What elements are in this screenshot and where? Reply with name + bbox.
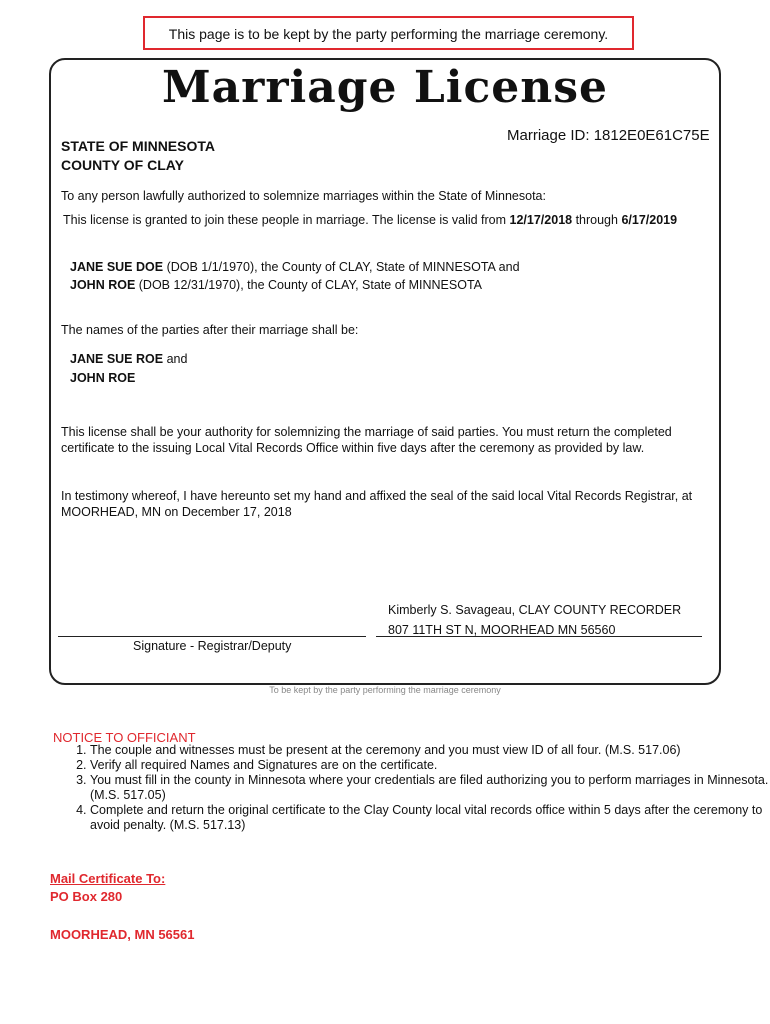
signature-label: Signature - Registrar/Deputy [133,639,292,653]
authority-line-1: This license shall be your authority for solemnizing the marriage of said parties. You must return the completed [61,425,672,439]
authority-line-2: certificate to the issuing Local Vital Records Office within five days after the ceremony as provided by law. [61,441,645,455]
validity-text [63,212,677,228]
mail-heading: Mail Certificate To: [50,871,166,886]
officiant-note-1: 1. The couple and witnesses must be present at the ceremony and you must view ID of all four. (M.S. 517.06) [90,743,770,758]
after-names-block [70,350,187,388]
officiant-heading: NOTICE TO OFFICIANT [53,730,196,745]
recorder-address: 807 11TH ST N, MOORHEAD MN 56560 [388,623,616,637]
authority-text [61,424,672,456]
valid-to-date: 6/17/2019 [621,213,678,227]
testimony-line-2: MOORHEAD, MN on December 17, 2018 [61,505,292,519]
recorder-block [388,600,681,640]
after-names-intro: The names of the parties after their marriage shall be: [61,323,359,337]
after-and: and [163,352,188,366]
after-name-1-row [70,350,187,369]
party-2-name: JOHN ROE [70,278,136,292]
officiant-note-4: 4. Complete and return the original certificate to the Clay County local vital records office within 5 days after the ceremony to avoid penalty. (M.S. 517.13) [90,803,770,833]
party-2 [70,276,520,294]
parties-block [70,258,520,294]
party-1 [70,258,520,276]
officiant-note-3: 3. You must fill in the county in Minnesota where your credentials are filed authorizing you to perform marriages in Minnesota. (M.S. 517.05) [90,773,770,803]
party-2-details: (DOB 12/31/1970), the County of CLAY, State of MINNESOTA [135,278,482,292]
officiant-notes-list [55,743,770,833]
intro-text: To any person lawfully authorized to solemnize marriages within the State of Minnesota: [61,189,546,203]
signature-line [58,636,366,637]
license-title: Marriage License [161,62,609,113]
mail-line-2: MOORHEAD, MN 56561 [50,927,195,942]
recorder-name: Kimberly S. Savageau, CLAY COUNTY RECORDER [388,603,682,617]
mail-line-1: PO Box 280 [50,889,123,904]
party-1-name: JANE SUE DOE [70,260,164,274]
county-line: COUNTY OF CLAY [61,157,184,173]
state-line: STATE OF MINNESOTA [61,138,215,154]
footnote: To be kept by the party performing the marriage ceremony [269,685,501,695]
after-name-1: JANE SUE ROE [70,352,164,366]
jurisdiction-block [61,137,215,175]
validity-through: through [572,213,622,227]
top-notice-banner: This page is to be kept by the party performing the marriage ceremony. [143,16,634,50]
after-name-2: JOHN ROE [70,371,136,385]
testimony-line-1: In testimony whereof, I have hereunto set my hand and affixed the seal of the said local Vital Records Registrar, at [61,489,693,503]
recorder-line [376,636,702,637]
validity-prefix: This license is granted to join these people in marriage. The license is valid from [63,213,510,227]
marriage-id: Marriage ID: 1812E0E61C75E [507,127,710,144]
party-1-details: (DOB 1/1/1970), the County of CLAY, State of MINNESOTA and [163,260,520,274]
officiant-note-2: 2. Verify all required Names and Signatures are on the certificate. [90,758,770,773]
testimony-text [61,488,692,520]
valid-from-date: 12/17/2018 [509,213,573,227]
